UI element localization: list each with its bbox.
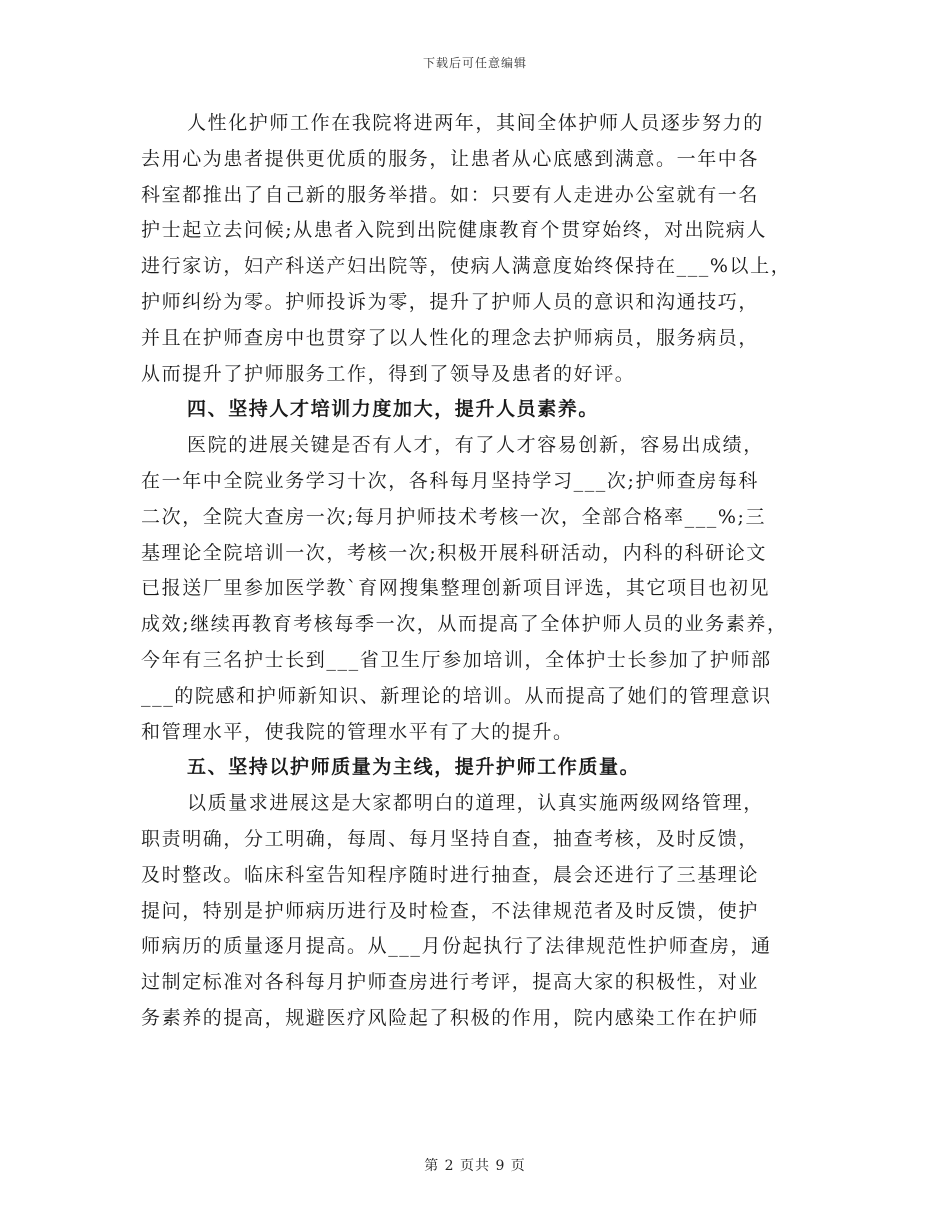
paragraph-line: 进行家访，妇产科送产妇出院等，使病人满意度始终保持在___%以上， — [141, 255, 792, 278]
paragraph-line: 人性化护师工作在我院将进两年，其间全体护师人员逐步努力的 — [187, 112, 764, 134]
paragraph-line: 基理论全院培训一次，考核一次;积极开展科研活动，内科的科研论文 — [141, 541, 768, 564]
paragraph-line: 从而提升了护师服务工作，得到了领导及患者的好评。 — [141, 362, 636, 385]
paragraph-line: 护师纠纷为零。护师投诉为零，提升了护师人员的意识和沟通技巧， — [141, 290, 760, 313]
paragraph-line: 已报送厂里参加医学教`育网搜集整理创新项目评选，其它项目也初见 — [141, 577, 771, 600]
paragraph-line: 在一年中全院业务学习十次，各科每月坚持学习___次;护师查房每科 — [141, 469, 760, 492]
paragraph-line: 和管理水平，使我院的管理水平有了大的提升。 — [141, 720, 574, 743]
paragraph-line: 师病历的质量逐月提高。从___月份起执行了法律规范性护师查房，通 — [141, 935, 772, 958]
page-header: 下载后可任意编辑 — [422, 56, 527, 70]
paragraph-line: 今年有三名护士长到___省卫生厅参加培训，全体护士长参加了护师部 — [141, 648, 772, 671]
document-body — [141, 106, 821, 1037]
page-footer: 第 2 页共 9 页 — [424, 1158, 526, 1174]
paragraph-line: 护士起立去问候;从患者入院到出院健康教育个贯穿始终，对出院病人 — [141, 219, 768, 242]
paragraph-line: 及时整改。临床科室告知程序随时进行抽查，晨会还进行了三基理论 — [141, 863, 760, 886]
section-heading: 四、坚持人才培训力度加大，提升人员素养。 — [187, 398, 600, 421]
paragraph-line: 以质量求进展这是大家都明白的道理，认真实施两级网络管理， — [187, 792, 764, 815]
paragraph-line: 去用心为患者提供更优质的服务，让患者从心底感到满意。一年中各 — [141, 147, 760, 170]
paragraph-line: ___的院感和护师新知识、新理论的培训。从而提高了她们的管理意识 — [141, 684, 772, 707]
paragraph-line: 并且在护师查房中也贯穿了以人性化的理念去护师病员，服务病员， — [141, 326, 760, 349]
paragraph-line: 务素养的提高，规避医疗风险起了积极的作用，院内感染工作在护师 — [141, 1006, 760, 1029]
paragraph-line: 成效;继续再教育考核每季一次，从而提高了全体护师人员的业务素养， — [141, 613, 788, 636]
paragraph-line: 二次，全院大查房一次;每月护师技术考核一次，全部合格率___%;三 — [141, 505, 767, 528]
paragraph-line: 职责明确，分工明确，每周、每月坚持自查，抽查考核，及时反馈， — [141, 827, 760, 850]
paragraph-line: 提问，特别是护师病历进行及时检查，不法律规范者及时反馈，使护 — [141, 899, 760, 922]
paragraph-line: 科室都推出了自己新的服务举措。如：只要有人走进办公室就有一名 — [141, 183, 760, 206]
section-heading: 五、坚持以护师质量为主线，提升护师工作质量。 — [187, 756, 641, 779]
paragraph-line: 医院的进展关键是否有人才，有了人才容易创新，容易出成绩， — [187, 434, 764, 457]
paragraph-line: 过制定标准对各科每月护师查房进行考评，提高大家的积极性，对业 — [141, 971, 760, 994]
